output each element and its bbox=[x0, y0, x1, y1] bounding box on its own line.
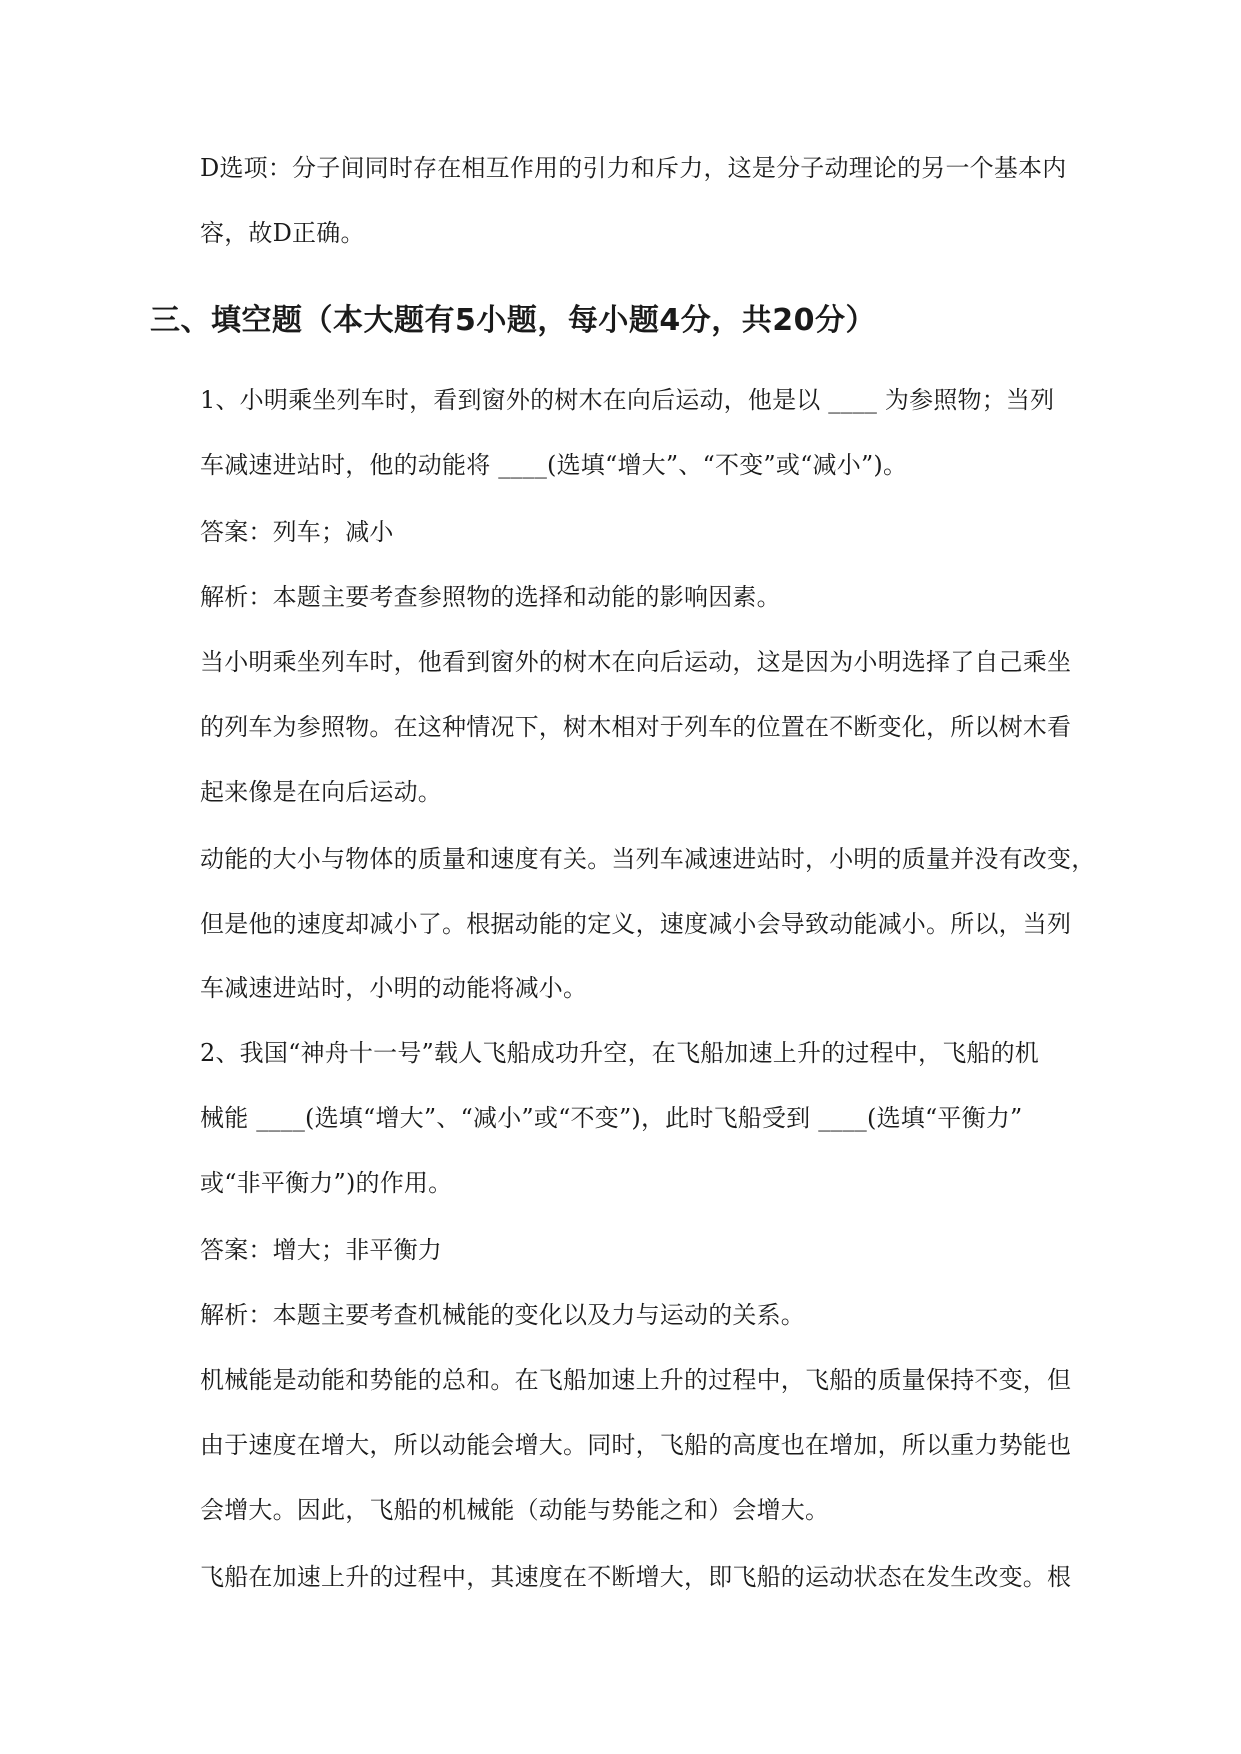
paragraph-line: D选项：分子间同时存在相互作用的引力和斥力，这是分子动理论的另一个基本内 bbox=[200, 154, 1067, 182]
paragraph-line: 当小明乘坐列车时，他看到窗外的树木在向后运动，这是因为小明选择了自己乘坐 bbox=[200, 648, 1072, 676]
section-heading: 三、填空题（本大题有5小题，每小题4分，共20分） bbox=[150, 303, 876, 338]
paragraph-line: 飞船在加速上升的过程中，其速度在不断增大，即飞船的运动状态在发生改变。根 bbox=[200, 1563, 1072, 1591]
paragraph-line: 的列车为参照物。在这种情况下，树木相对于列车的位置在不断变化，所以树木看 bbox=[200, 713, 1072, 741]
analysis-line: 解析：本题主要考查参照物的选择和动能的影响因素。 bbox=[200, 583, 781, 611]
paragraph-line: 但是他的速度却减小了。根据动能的定义，速度减小会导致动能减小。所以，当列 bbox=[200, 910, 1072, 938]
paragraph-line: 容，故D正确。 bbox=[200, 219, 365, 247]
question-line: 械能 ____(选填“增大”、“减小”或“不变”)，此时飞船受到 ____(选填“平衡力” bbox=[200, 1104, 1023, 1132]
answer-line: 答案：增大；非平衡力 bbox=[200, 1236, 442, 1264]
paragraph-line: 由于速度在增大，所以动能会增大。同时，飞船的高度也在增加，所以重力势能也 bbox=[200, 1431, 1072, 1459]
question-line: 车减速进站时，他的动能将 ____(选填“增大”、“不变”或“减小”)。 bbox=[200, 451, 908, 479]
paragraph-line: 会增大。因此，飞船的机械能（动能与势能之和）会增大。 bbox=[200, 1496, 830, 1524]
paragraph-line: 起来像是在向后运动。 bbox=[200, 778, 442, 806]
analysis-line: 解析：本题主要考查机械能的变化以及力与运动的关系。 bbox=[200, 1301, 805, 1329]
question-line: 或“非平衡力”)的作用。 bbox=[200, 1169, 453, 1197]
paragraph-line: 机械能是动能和势能的总和。在飞船加速上升的过程中，飞船的质量保持不变，但 bbox=[200, 1366, 1072, 1394]
question-line: 1、小明乘坐列车时，看到窗外的树木在向后运动，他是以 ____ 为参照物；当列 bbox=[200, 386, 1055, 414]
paragraph-line: 车减速进站时，小明的动能将减小。 bbox=[200, 974, 588, 1002]
paragraph-line: 动能的大小与物体的质量和速度有关。当列车减速进站时，小明的质量并没有改变， bbox=[200, 845, 1096, 873]
answer-line: 答案：列车；减小 bbox=[200, 518, 394, 546]
question-line: 2、我国“神舟十一号”载人飞船成功升空，在飞船加速上升的过程中，飞船的机 bbox=[200, 1039, 1040, 1067]
